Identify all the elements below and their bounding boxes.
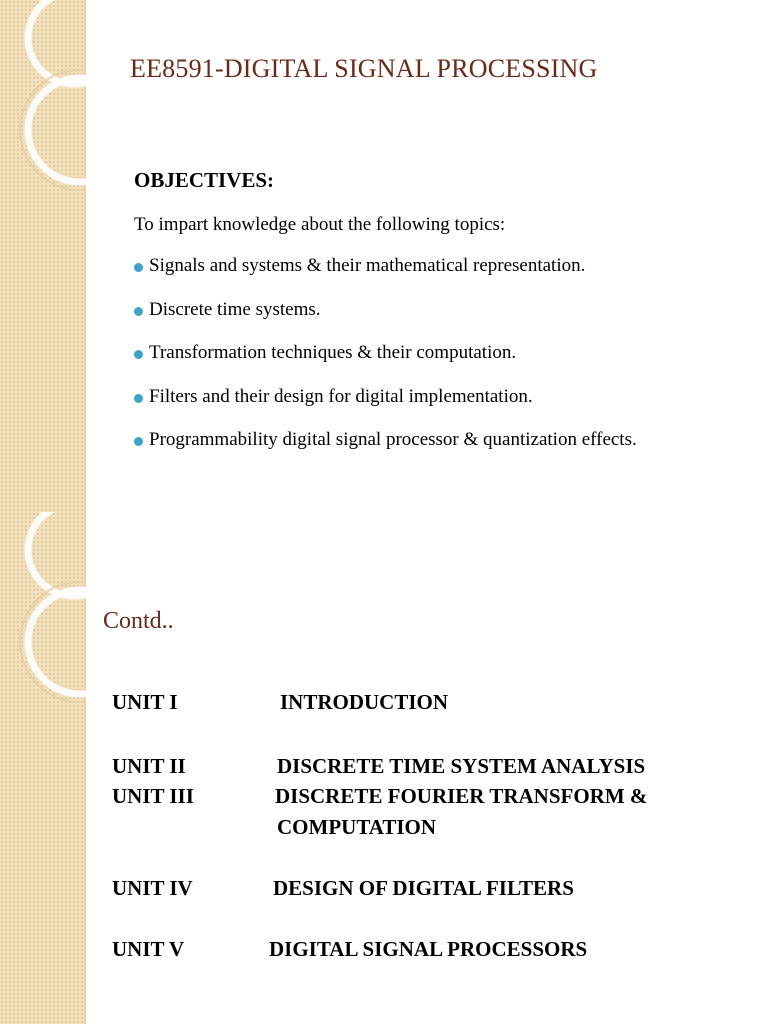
decorative-rings: [0, 0, 86, 512]
bullet-dot-icon: [134, 437, 143, 446]
list-item-text: Programmability digital signal processor & quantization effects.: [149, 429, 637, 451]
list-item-text: Signals and systems & their mathematical representation.: [149, 255, 586, 276]
list-item: [134, 299, 637, 343]
objectives-list: [134, 255, 637, 473]
unit-title: INTRODUCTION: [280, 690, 449, 714]
list-item: [134, 429, 637, 473]
page-title: EE8591-DIGITAL SIGNAL PROCESSING: [130, 54, 598, 83]
list-item: [134, 342, 637, 386]
list-item-text: Discrete time systems.: [149, 298, 321, 320]
objectives-heading: OBJECTIVES:: [134, 168, 275, 192]
bullet-dot-icon: [134, 350, 143, 359]
unit-title: DISCRETE TIME SYSTEM ANALYSIS: [277, 754, 646, 778]
section-heading: Contd..: [103, 608, 174, 634]
decorative-rings: [0, 512, 86, 1024]
unit-title-line2: COMPUTATION: [277, 815, 437, 839]
unit-label: UNIT III: [112, 784, 194, 808]
unit-title: DISCRETE FOURIER TRANSFORM &: [275, 784, 648, 808]
bullet-dot-icon: [134, 263, 143, 272]
unit-title: DESIGN OF DIGITAL FILTERS: [273, 876, 574, 900]
unit-label: UNIT V: [112, 937, 185, 961]
unit-label: UNIT II: [112, 754, 186, 778]
list-item: [134, 386, 637, 430]
unit-title: DIGITAL SIGNAL PROCESSORS: [269, 937, 588, 961]
unit-label: UNIT I: [112, 690, 178, 714]
objectives-intro: To impart knowledge about the following topics:: [134, 214, 506, 235]
slide-units: [0, 512, 768, 1024]
unit-label: UNIT IV: [112, 876, 193, 900]
list-item: [134, 255, 637, 299]
list-item-text: Transformation techniques & their computation.: [149, 342, 517, 364]
bullet-dot-icon: [134, 307, 143, 316]
list-item-text: Filters and their design for digital implementation.: [149, 385, 533, 407]
bullet-dot-icon: [134, 394, 143, 403]
